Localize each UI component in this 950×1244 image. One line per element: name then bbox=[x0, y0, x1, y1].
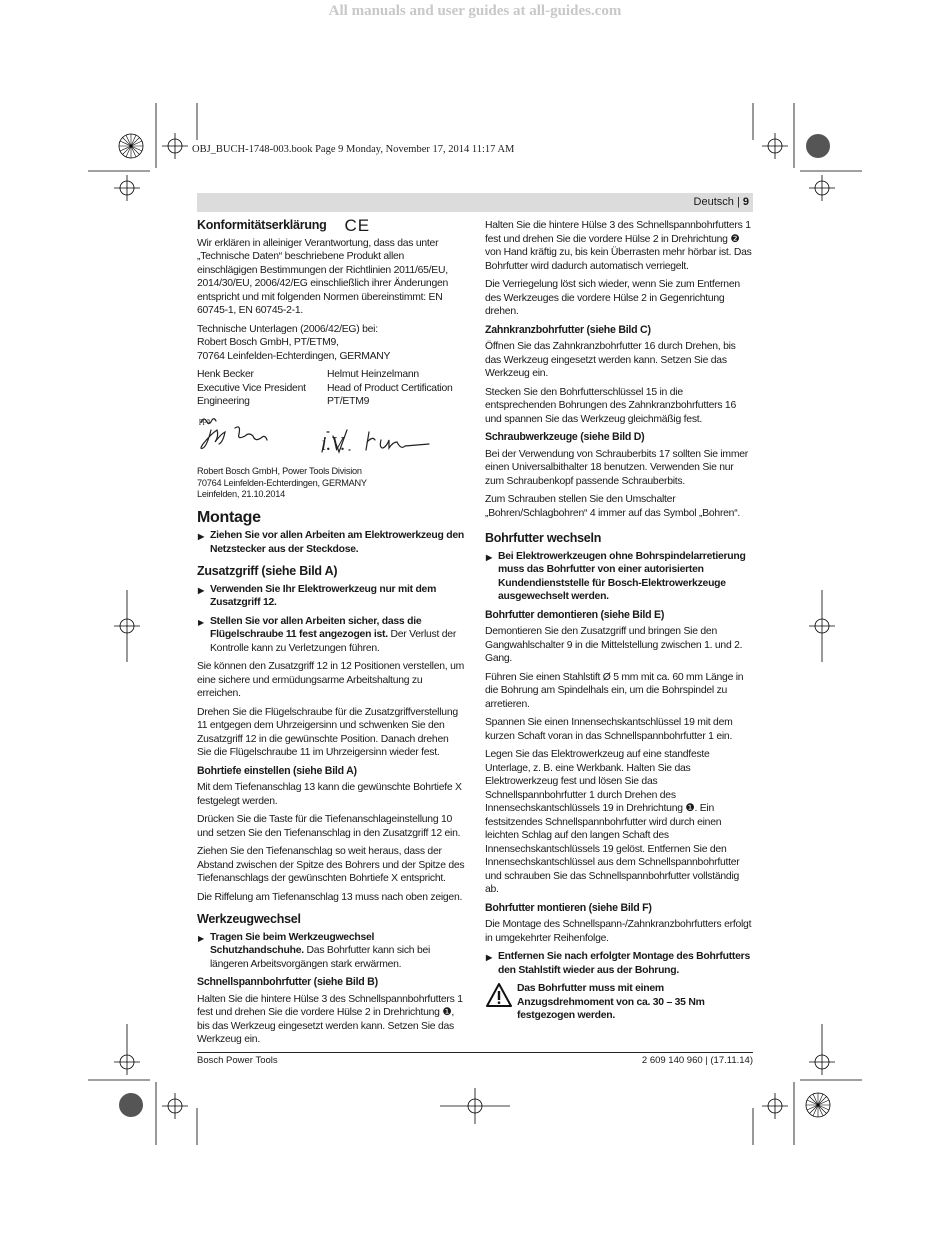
signature-iv: i.V. bbox=[321, 432, 346, 455]
bullet-triangle-icon: ▶ bbox=[198, 933, 204, 943]
zusatzgriff-warning-1 bbox=[197, 583, 465, 610]
schraubwerkzeuge-text-1: Bei der Verwendung von Schrauberbits 17 sollten Sie immer einen Universalbithalter 18 benutzen. Verwenden Sie nur zum Schraubenkopf passende Schrauberbits. bbox=[485, 448, 748, 487]
montage-warning bbox=[197, 529, 465, 556]
demontieren-heading: Bohrfutter demontieren (siehe Bild E) bbox=[485, 608, 665, 621]
schnellspann-text-3: Die Verriegelung löst sich wieder, wenn Sie zum Entfernen des Werkzeuges die vordere Hülse 2 in Gegenrichtung drehen. bbox=[485, 279, 740, 317]
footer-doc-number: 2 609 140 960 | (17.11.14) bbox=[641, 1055, 753, 1066]
zahnkranz-text-1: Öffnen Sie das Zahnkranzbohrfutter 16 durch Drehen, bis das Werkzeug eingesetzt werden kann. Setzen Sie das Werkzeug ein. bbox=[485, 341, 736, 379]
bullet-text: Entfernen Sie nach erfolgter Montage des Bohrfutters den Stahlstift wieder aus der Bohrung. bbox=[498, 951, 750, 976]
bullet-text-bold: Tragen Sie beim Werkzeugwechsel Schutzhandschuhe. bbox=[210, 931, 375, 956]
page-header-label: Deutsch | 9 bbox=[693, 196, 749, 208]
tech-docs-line-3: 70764 Leinfelden-Echterdingen, GERMANY bbox=[197, 350, 391, 362]
header-language: Deutsch bbox=[693, 196, 734, 208]
page-header-band bbox=[197, 193, 753, 212]
montieren-heading: Bohrfutter montieren (siehe Bild F) bbox=[485, 901, 652, 914]
schnellspann-text-2: Halten Sie die hintere Hülse 3 des Schnellspannbohrfutters 1 fest und drehen Sie die vordere Hülse 2 in Drehrichtung ❷ von Hand kräftig zu, bis kein Überrasten mehr hörbar ist. Das Bohrfutter wird dadurch automatisch verriegelt. bbox=[485, 220, 752, 272]
bullet-triangle-icon: ▶ bbox=[486, 953, 492, 962]
footer-brand: Bosch Power Tools bbox=[197, 1055, 278, 1066]
signature-ppa: ppa. bbox=[199, 415, 212, 425]
konformitaet-text: Wir erklären in alleiniger Verantwortung, dass das unter „Technische Daten“ beschriebene Produkt allen einschlägigen Bestimmungen der Richtlinien 2011/65/EU, 2014/30/EU, 2006/42/EG einschließlich ihrer Änderungen entspricht und mit folgenden Normen übereinstimmt: EN 60745-1, EN 60745-2-1. bbox=[197, 237, 449, 316]
signatory-name: Henk Becker bbox=[197, 369, 254, 380]
bullet-triangle-icon: ▶ bbox=[486, 552, 492, 562]
bohrtiefe-text-1: Mit dem Tiefenanschlag 13 kann die gewünschte Bohrtiefe X festgelegt werden. bbox=[197, 782, 462, 807]
torque-warning bbox=[485, 982, 753, 1023]
zahnkranz-heading: Zahnkranzbohrfutter (siehe Bild C) bbox=[485, 323, 651, 336]
montieren-warning bbox=[485, 950, 753, 977]
signatory-heinzelmann bbox=[327, 368, 457, 409]
signatory-becker bbox=[197, 368, 327, 409]
bohrtiefe-text-3: Ziehen Sie den Tiefenanschlag so weit heraus, dass der Abstand zwischen der Spitze des Bohrers und der Spitze des Tiefenanschlags der gewünschten Bohrtiefe X entspricht. bbox=[197, 846, 465, 884]
bohrfutter-wechseln-heading: Bohrfutter wechseln bbox=[485, 531, 602, 545]
right-column bbox=[485, 219, 753, 1023]
watermark: All manuals and user guides at all-guides.com bbox=[328, 3, 622, 19]
addr-line-1: Robert Bosch GmbH, Power Tools Division bbox=[197, 466, 362, 476]
zusatzgriff-text-1: Sie können den Zusatzgriff 12 in 12 Positionen verstellen, um eine sichere und ermüdungsarme Arbeitshaltung zu erreichen. bbox=[197, 661, 465, 699]
signatory-role: Head of Product Certification bbox=[327, 382, 453, 394]
zusatzgriff-warning-2 bbox=[197, 615, 465, 656]
ce-mark-icon: CE bbox=[344, 216, 371, 235]
demontieren-text-2: Führen Sie einen Stahlstift Ø 5 mm mit ca. 60 mm Länge in die Bohrung am Spindelhals ein, um die Bohrspindel zu arretieren. bbox=[485, 671, 744, 710]
signatories bbox=[197, 368, 465, 409]
torque-warning-text: Das Bohrfutter muss mit einem Anzugsdrehmoment von ca. 30 – 35 Nm festgezogen werden. bbox=[517, 983, 705, 1021]
signatory-role: Engineering bbox=[197, 396, 250, 407]
bullet-text: Verwenden Sie Ihr Elektrowerkzeug nur mit dem Zusatzgriff 12. bbox=[210, 583, 437, 608]
bullet-triangle-icon: ▶ bbox=[198, 617, 204, 627]
demontieren-text-1: Demontieren Sie den Zusatzgriff und bringen Sie den Gangwahlschalter 9 in die Mittelstellung zwischen 1. und 2. Gang. bbox=[485, 626, 743, 664]
bullet-text: Das Bohrfutter kann sich bei längeren Arbeitsvorgängen stark erwärmen. bbox=[210, 945, 431, 970]
page-number: 9 bbox=[742, 196, 749, 208]
bullet-triangle-icon: ▶ bbox=[198, 532, 204, 541]
addr-line-3: Leinfelden, 21.10.2014 bbox=[197, 489, 285, 499]
montage-heading: Montage bbox=[197, 508, 261, 526]
signatory-name: Helmut Heinzelmann bbox=[327, 369, 419, 380]
bohrtiefe-text-2: Drücken Sie die Taste für die Tiefenanschlageinstellung 10 und setzen Sie den Tiefenanschlag in den Zusatzgriff 12 ein. bbox=[197, 814, 461, 839]
signature-address bbox=[197, 466, 465, 501]
book-info-line: OBJ_BUCH-1748-003.book Page 9 Monday, November 17, 2014 11:17 AM bbox=[192, 144, 515, 155]
signatory-role: Executive Vice President bbox=[197, 382, 306, 394]
tech-docs-line-1: Technische Unterlagen (2006/42/EG) bei: bbox=[197, 323, 378, 335]
warning-triangle-icon bbox=[485, 982, 517, 1023]
left-column bbox=[197, 216, 465, 1052]
technical-documents bbox=[197, 323, 465, 364]
signatures-image bbox=[197, 414, 465, 458]
konformitaet-heading bbox=[197, 216, 465, 235]
addr-line-2: 70764 Leinfelden-Echterdingen, GERMANY bbox=[197, 477, 367, 488]
bohrfutter-wechseln-warning bbox=[485, 550, 753, 604]
tech-docs-line-2: Robert Bosch GmbH, PT/ETM9, bbox=[197, 337, 339, 348]
bullet-text: Ziehen Sie vor allen Arbeiten am Elektrowerkzeug den Netzstecker aus der Steckdose. bbox=[210, 530, 464, 555]
werkzeugwechsel-warning bbox=[197, 931, 465, 972]
signatory-role: PT/ETM9 bbox=[327, 396, 370, 407]
werkzeugwechsel-heading: Werkzeugwechsel bbox=[197, 912, 301, 926]
schraubwerkzeuge-heading: Schraubwerkzeuge (siehe Bild D) bbox=[485, 431, 645, 443]
montieren-text-1: Die Montage des Schnellspann-/Zahnkranzbohrfutters erfolgt in umgekehrter Reihenfolge. bbox=[485, 919, 752, 944]
bullet-text-bold: Stellen Sie vor allen Arbeiten sicher, dass die Flügelschraube 11 fest angezogen ist. bbox=[210, 615, 422, 640]
konformitaet-title: Konformitätserklärung bbox=[197, 218, 327, 232]
bohrtiefe-heading: Bohrtiefe einstellen (siehe Bild A) bbox=[197, 764, 357, 777]
bohrtiefe-text-4: Die Riffelung am Tiefenanschlag 13 muss nach oben zeigen. bbox=[197, 891, 463, 903]
zusatzgriff-heading: Zusatzgriff (siehe Bild A) bbox=[197, 564, 338, 578]
schnellspann-text-1: Halten Sie die hintere Hülse 3 des Schnellspannbohrfutters 1 fest und drehen Sie die vordere Hülse 2 in Drehrichtung ❶, bis das Werkzeug eingesetzt werden kann. Setzen Sie das Werkzeug ein. bbox=[197, 993, 463, 1045]
demontieren-text-3: Spannen Sie einen Innensechskantschlüssel 19 mit dem kurzen Schaft voran in das Schnellspannbohrfutter 1 ein. bbox=[485, 717, 733, 742]
page-footer bbox=[197, 1052, 753, 1066]
demontieren-text-4: Legen Sie das Elektrowerkzeug auf eine standfeste Unterlage, z. B. eine Werkbank. Halten Sie das Elektrowerkzeug fest und lösen Sie das Schnellspannbohrfutter 1 durch Drehen des Innensechskantschlüssels 19 in Drehrichtung ❶. Ein festsitzendes Schnellspannbohrfutter wird durch einen leichten Schlag auf den langen Schaft des Innensechskantschlüssels 19 gelöst. Entfernen Sie den Innensechskantschlüssel aus dem Schnellspannbohrfutter und schrauben Sie das Schnellspannbohrfutter vollständig ab. bbox=[485, 749, 740, 895]
schraubwerkzeuge-text-2: Zum Schrauben stellen Sie den Umschalter „Bohren/Schlagbohren“ 4 immer auf das Symbol „Bohren“. bbox=[485, 494, 741, 519]
bullet-text: Der Verlust der Kontrolle kann zu Verletzungen führen. bbox=[210, 629, 457, 654]
zusatzgriff-text-2: Drehen Sie die Flügelschraube für die Zusatzgriffverstellung 11 entgegen dem Uhrzeigersinn und schwenken Sie den Zusatzgriff 12 in die gewünschte Position. Danach drehen Sie die Flügelschraube 11 im Uhrzeigersinn wieder fest. bbox=[197, 706, 458, 758]
bullet-triangle-icon: ▶ bbox=[198, 585, 204, 595]
schnellspann-heading: Schnellspannbohrfutter (siehe Bild B) bbox=[197, 976, 378, 988]
zahnkranz-text-2: Stecken Sie den Bohrfutterschlüssel 15 in die entsprechenden Bohrungen des Zahnkranzbohrfutters 16 und spannen Sie das Werkzeug gleichmäßig fest. bbox=[485, 386, 736, 425]
bullet-text: Bei Elektrowerkzeugen ohne Bohrspindelarretierung muss das Bohrfutter von einer autorisierten Kundendienststelle für Bosch-Elektrowerkzeuge ausgewechselt werden. bbox=[498, 550, 746, 602]
